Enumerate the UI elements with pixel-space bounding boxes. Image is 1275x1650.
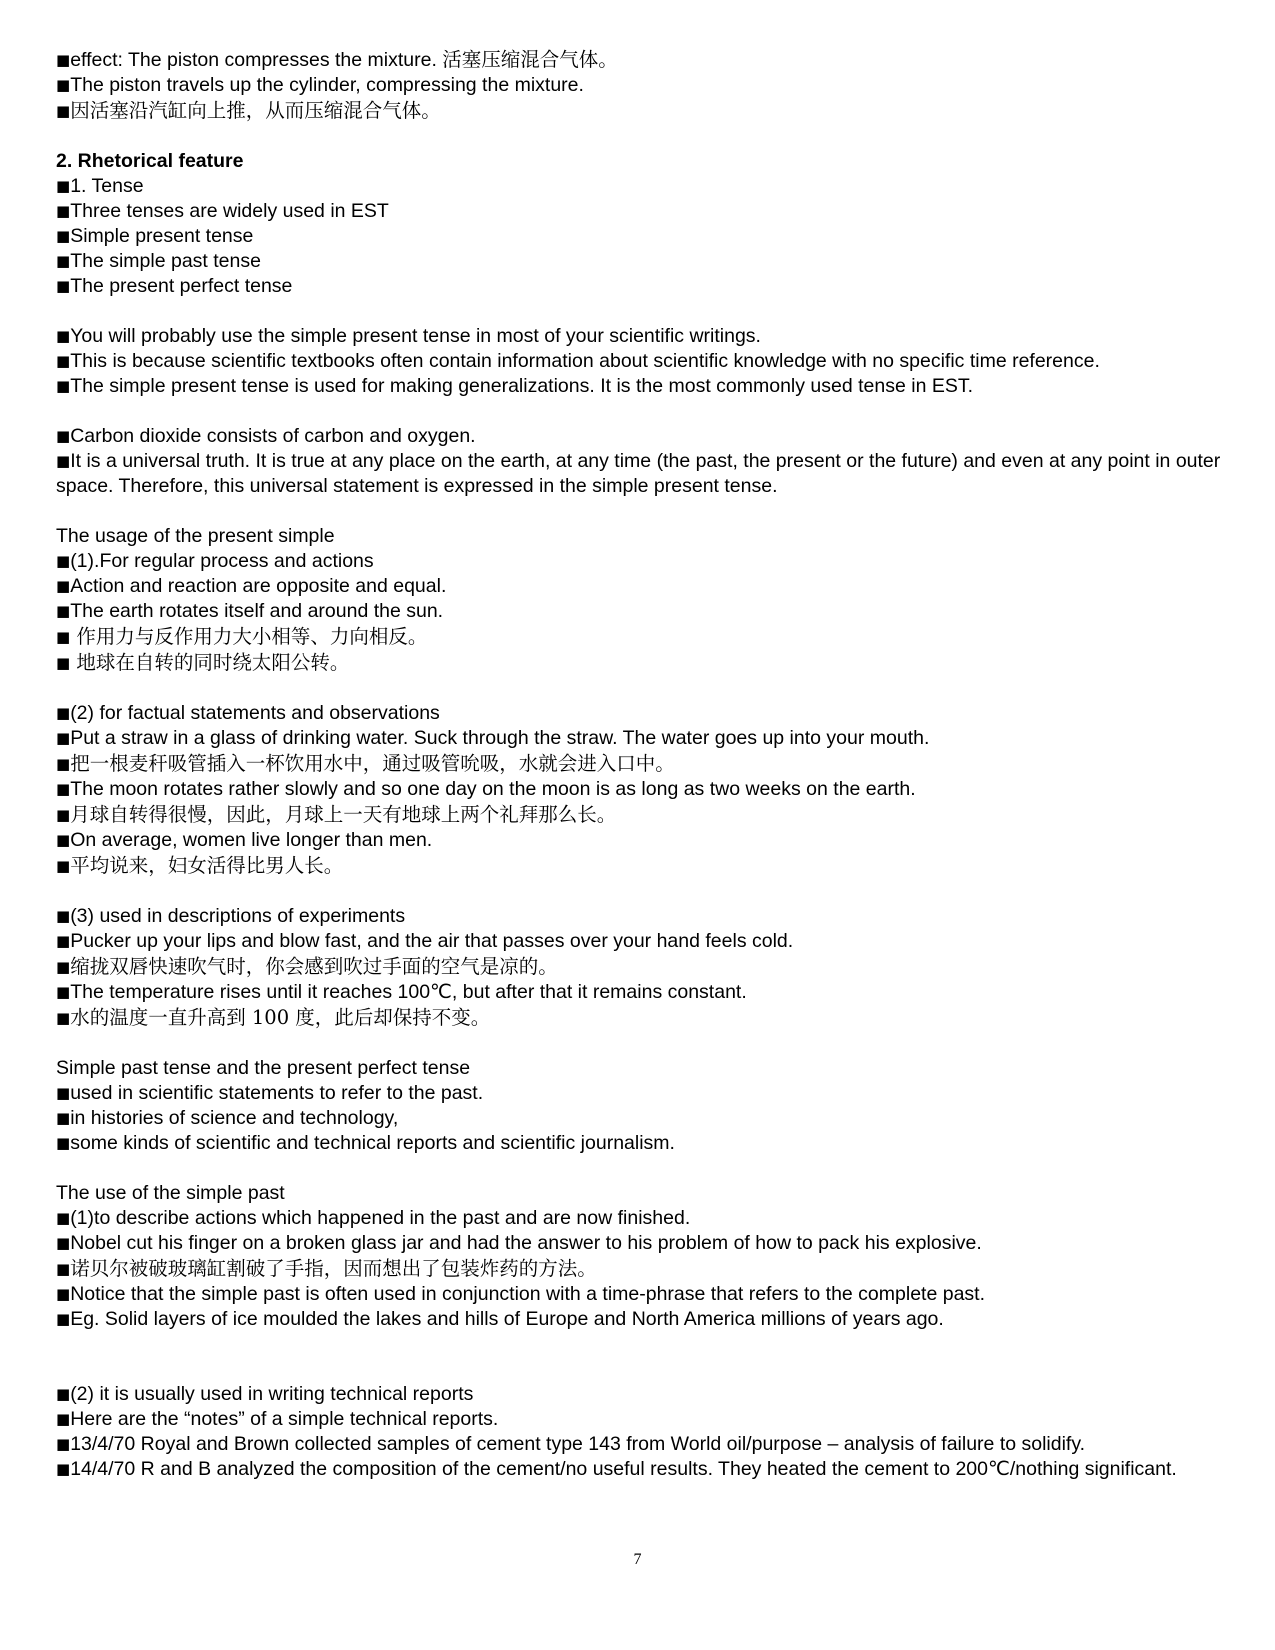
text-line (56, 802, 1226, 828)
square-bullet-icon: ■ (56, 755, 71, 773)
text-line (56, 1081, 1226, 1106)
square-bullet-icon: ■ (56, 1009, 71, 1027)
text-line (56, 1432, 1226, 1457)
text-line (56, 726, 1226, 751)
square-bullet-icon: ■ (56, 452, 71, 470)
square-bullet-icon: ■ (56, 1234, 71, 1252)
text-line (56, 274, 1226, 299)
text-line (56, 1407, 1226, 1432)
square-bullet-icon: ■ (56, 602, 71, 620)
line-text: (1).For regular process and actions (70, 550, 374, 572)
line-text: Put a straw in a glass of drinking water. Suck through the straw. The water goes up into your mouth. (70, 727, 930, 749)
line-text: Action and reaction are opposite and equal. (70, 575, 447, 597)
line-text: The present perfect tense (70, 275, 293, 297)
line-text: Three tenses are widely used in EST (70, 200, 389, 222)
paragraph-gap (56, 676, 1226, 701)
text-line (56, 980, 1226, 1005)
text-line (56, 929, 1226, 954)
line-text: (3) used in descriptions of experiments (70, 905, 406, 927)
text-line (56, 853, 1226, 879)
line-text: Eg. Solid layers of ice moulded the lakes and hills of Europe and North America millions of years ago. (70, 1308, 944, 1330)
text-line (56, 954, 1226, 980)
line-text: 水的温度一直升高到 100 度，此后却保持不变。 (70, 1006, 491, 1029)
square-bullet-icon: ■ (56, 227, 71, 245)
square-bullet-icon: ■ (56, 729, 71, 747)
square-bullet-icon: ■ (56, 1084, 71, 1102)
text-line (56, 1181, 1226, 1206)
square-bullet-icon: ■ (56, 51, 71, 69)
line-text: The simple past tense (70, 250, 261, 272)
square-bullet-icon: ■ (56, 1134, 71, 1152)
text-line (56, 701, 1226, 726)
square-bullet-icon: ■ (56, 1310, 71, 1328)
square-bullet-icon: ■ (56, 958, 71, 976)
line-text: Notice that the simple past is often used in conjunction with a time-phrase that refers to the complete past. (70, 1283, 986, 1305)
line-text: 平均说来，妇女活得比男人长。 (70, 854, 344, 877)
square-bullet-icon: ■ (56, 983, 71, 1001)
line-text: 14/4/70 R and B analyzed the composition of the cement/no useful results. They heated the cement to 200℃/nothing significant. (70, 1458, 1177, 1480)
section-heading (56, 149, 1226, 174)
line-text: Carbon dioxide consists of carbon and oxygen. (70, 425, 476, 447)
text-line (56, 98, 1226, 124)
text-line (56, 751, 1226, 777)
text-line (56, 599, 1226, 624)
text-line (56, 174, 1226, 199)
text-line (56, 1231, 1226, 1256)
line-text: effect: The piston compresses the mixture. 活塞压缩混合气体。 (70, 49, 618, 71)
line-text: (2) for factual statements and observations (70, 702, 440, 724)
square-bullet-icon: ■ (56, 806, 71, 824)
text-line (56, 1282, 1226, 1307)
text-line (56, 1307, 1226, 1332)
line-text: 2. Rhetorical feature (56, 150, 244, 172)
line-text: Simple past tense and the present perfect tense (56, 1057, 471, 1079)
text-line (56, 549, 1226, 574)
line-text: You will probably use the simple present tense in most of your scientific writings. (70, 325, 761, 347)
paragraph-gap (56, 1332, 1226, 1382)
line-text: 因活塞沿汽缸向上推，从而压缩混合气体。 (70, 99, 441, 122)
line-text: 作用力与反作用力大小相等、力向相反。 (70, 625, 428, 648)
line-text: The simple present tense is used for making generalizations. It is the most commonly used tense in EST. (70, 375, 974, 397)
line-text: The use of the simple past (56, 1182, 285, 1204)
text-line (56, 199, 1226, 224)
line-text: The earth rotates itself and around the sun. (70, 600, 444, 622)
square-bullet-icon: ■ (56, 1460, 71, 1478)
text-line (56, 324, 1226, 349)
paragraph-gap (56, 1156, 1226, 1181)
square-bullet-icon: ■ (56, 907, 71, 925)
square-bullet-icon: ■ (56, 780, 71, 798)
square-bullet-icon: ■ (56, 552, 71, 570)
text-line (56, 1457, 1226, 1482)
line-text: 月球自转得很慢，因此，月球上一天有地球上两个礼拜那么长。 (70, 803, 617, 826)
text-line (56, 1256, 1226, 1282)
line-text: 缩拢双唇快速吹气时，你会感到吹过手面的空气是凉的。 (70, 955, 558, 978)
text-line (56, 349, 1226, 374)
paragraph-gap (56, 879, 1226, 904)
line-text: 地球在自转的同时绕太阳公转。 (70, 651, 350, 674)
square-bullet-icon: ■ (56, 1109, 71, 1127)
square-bullet-icon: ■ (56, 76, 71, 94)
text-line (56, 424, 1226, 449)
text-line (56, 574, 1226, 599)
text-line (56, 1206, 1226, 1231)
line-text: 1. Tense (70, 175, 144, 197)
line-text: Pucker up your lips and blow fast, and the air that passes over your hand feels cold. (70, 930, 794, 952)
line-text: This is because scientific textbooks often contain information about scientific knowledge with no specific time reference. (70, 350, 1100, 372)
square-bullet-icon: ■ (56, 1435, 71, 1453)
line-text: used in scientific statements to refer to the past. (70, 1082, 484, 1104)
square-bullet-icon: ■ (56, 577, 71, 595)
text-line (56, 1005, 1226, 1031)
paragraph-gap (56, 399, 1226, 424)
page-number: 7 (633, 1551, 642, 1568)
square-bullet-icon: ■ (56, 252, 71, 270)
document-page (56, 48, 1226, 1482)
paragraph-gap (56, 499, 1226, 524)
square-bullet-icon: ■ (56, 102, 71, 120)
square-bullet-icon: ■ (56, 1385, 71, 1403)
square-bullet-icon: ■ (56, 202, 71, 220)
line-text: 诺贝尔被破玻璃缸割破了手指，因而想出了包装炸药的方法。 (70, 1257, 597, 1280)
square-bullet-icon: ■ (56, 1260, 71, 1278)
square-bullet-icon: ■ (56, 427, 71, 445)
line-text: some kinds of scientific and technical reports and scientific journalism. (70, 1132, 675, 1154)
square-bullet-icon: ■ (56, 932, 71, 950)
line-text: It is a universal truth. It is true at any place on the earth, at any time (the past, the present or the future) and even at any point in outer space. Therefore, this universal statement is expressed in the simple present tense. (56, 450, 1221, 497)
line-text: The piston travels up the cylinder, compressing the mixture. (70, 74, 584, 96)
square-bullet-icon: ■ (56, 377, 71, 395)
text-line (56, 48, 1226, 73)
text-line (56, 374, 1226, 399)
line-text: 13/4/70 Royal and Brown collected samples of cement type 143 from World oil/purpose – analysis of failure to solidify. (70, 1433, 1086, 1455)
text-line (56, 1106, 1226, 1131)
text-line (56, 224, 1226, 249)
line-text: On average, women live longer than men. (70, 829, 433, 851)
line-text: 把一根麦秆吸管插入一杯饮用水中，通过吸管吮吸，水就会进入口中。 (70, 752, 675, 775)
text-line (56, 249, 1226, 274)
text-line (56, 1131, 1226, 1156)
square-bullet-icon: ■ (56, 1209, 71, 1227)
text-line (56, 904, 1226, 929)
line-text: in histories of science and technology, (70, 1107, 399, 1129)
line-text: The moon rotates rather slowly and so one day on the moon is as long as two weeks on the earth. (70, 778, 916, 800)
text-line (56, 1382, 1226, 1407)
square-bullet-icon: ■ (56, 327, 71, 345)
square-bullet-icon: ■ (56, 704, 71, 722)
text-line (56, 1056, 1226, 1081)
line-text: The temperature rises until it reaches 100℃, but after that it remains constant. (70, 981, 747, 1003)
line-text: Nobel cut his finger on a broken glass jar and had the answer to his problem of how to pack his explosive. (70, 1232, 982, 1254)
text-line (56, 524, 1226, 549)
line-text: Simple present tense (70, 225, 254, 247)
paragraph-gap (56, 1031, 1226, 1056)
square-bullet-icon: ■ (56, 857, 71, 875)
square-bullet-icon: ■ (56, 628, 71, 646)
square-bullet-icon: ■ (56, 177, 71, 195)
square-bullet-icon: ■ (56, 352, 71, 370)
square-bullet-icon: ■ (56, 831, 71, 849)
text-line (56, 777, 1226, 802)
text-line (56, 449, 1226, 499)
text-line (56, 73, 1226, 98)
square-bullet-icon: ■ (56, 1410, 71, 1428)
square-bullet-icon: ■ (56, 654, 71, 672)
line-text: (1)to describe actions which happened in the past and are now finished. (70, 1207, 691, 1229)
square-bullet-icon: ■ (56, 277, 71, 295)
line-text: The usage of the present simple (56, 525, 335, 547)
text-line (56, 828, 1226, 853)
text-line (56, 650, 1226, 676)
square-bullet-icon: ■ (56, 1285, 71, 1303)
paragraph-gap (56, 124, 1226, 149)
line-text: Here are the “notes” of a simple technical reports. (70, 1408, 499, 1430)
text-line (56, 624, 1226, 650)
paragraph-gap (56, 299, 1226, 324)
line-text: (2) it is usually used in writing technical reports (70, 1383, 474, 1405)
